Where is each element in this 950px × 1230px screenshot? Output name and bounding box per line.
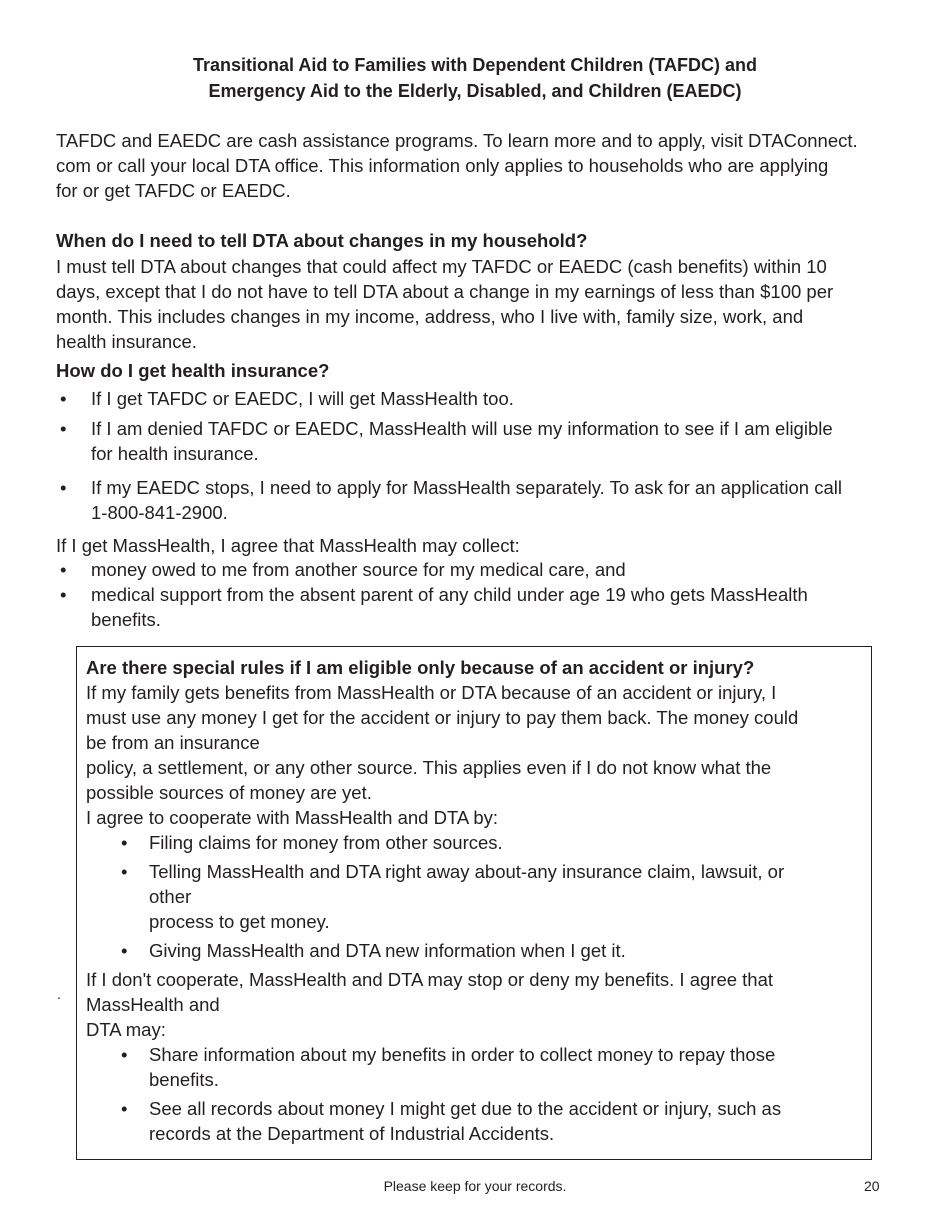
cooperate-intro: I agree to cooperate with MassHealth and DTA by: — [86, 807, 499, 828]
collect-bullet-1: • money owed to me from another source for my medical care, and — [60, 559, 626, 580]
accident-rules-box — [76, 646, 872, 1160]
bullet-mark: • — [121, 832, 128, 853]
health-bullet-3: • If my EAEDC stops, I need to apply for MassHealth separately. To ask for an application call 1-800-841-2900. — [60, 477, 842, 523]
health-insurance-heading: How do I get health insurance? — [56, 360, 330, 381]
bullet-mark: • — [60, 584, 67, 605]
title-line-2: Emergency Aid to the Elderly, Disabled, and Children (EAEDC) — [208, 81, 742, 101]
intro-paragraph: TAFDC and EAEDC are cash assistance programs. To learn more and to apply, visit DTAConnect. com or call your local DTA office. This information only applies to households who are applying for or get TAFDC or EAEDC. — [56, 130, 858, 201]
bullet-mark: • — [60, 559, 67, 580]
page-title — [0, 52, 950, 104]
health-bullet-1: • If I get TAFDC or EAEDC, I will get MassHealth too. — [60, 388, 514, 409]
collect-bullet-2: • medical support from the absent parent of any child under age 19 who gets MassHealth benefits. — [60, 584, 808, 630]
bullet-mark: • — [121, 1044, 128, 1065]
cooperate-bullet-3: • Giving MassHealth and DTA new information when I get it. — [121, 940, 626, 961]
bullet-mark: • — [121, 1098, 128, 1119]
accident-paragraph: If my family gets benefits from MassHealth or DTA because of an accident or injury, I must use any money I get for the accident or injury to pay them back. The money could be from an insurance policy, a settlement, or any other source. This applies even if I do not know what the possible sources of money are yet. — [86, 682, 799, 803]
changes-heading: When do I need to tell DTA about changes in my household? — [56, 230, 588, 251]
bullet-mark: • — [121, 861, 128, 882]
page-number: 20 — [864, 1178, 880, 1194]
title-line-1: Transitional Aid to Families with Dependent Children (TAFDC) and — [192, 55, 758, 75]
non-cooperation-paragraph: If I don't cooperate, MassHealth and DTA may stop or deny my benefits. I agree that MassHealth and DTA may: — [86, 969, 774, 1040]
bullet-mark: • — [60, 477, 67, 498]
bullet-mark: • — [60, 418, 67, 439]
stray-period-mark: . — [57, 986, 61, 1002]
dta-may-bullet-2: • See all records about money I might get due to the accident or injury, such as records at the Department of Industrial Accidents. — [121, 1098, 782, 1144]
accident-heading: Are there special rules if I am eligible only because of an accident or injury? — [86, 657, 755, 678]
bullet-mark: • — [121, 940, 128, 961]
dta-may-bullet-1: • Share information about my benefits in order to collect money to repay those benefits. — [121, 1044, 776, 1090]
cooperate-bullet-1: • Filing claims for money from other sources. — [121, 832, 503, 853]
cooperate-bullet-2: • Telling MassHealth and DTA right away about-any insurance claim, lawsuit, or other process to get money. — [121, 861, 785, 932]
footer-note: Please keep for your records. — [383, 1178, 567, 1194]
bullet-mark: • — [60, 388, 67, 409]
health-bullet-2: • If I am denied TAFDC or EAEDC, MassHealth will use my information to see if I am eligible for health insurance. — [60, 418, 833, 464]
changes-paragraph: I must tell DTA about changes that could affect my TAFDC or EAEDC (cash benefits) within 10 days, except that I do not have to tell DTA about a change in my earnings of less than $100 per month. This includes changes in my income, address, who I live with, family size, work, and health insurance. — [56, 256, 834, 352]
collect-intro: If I get MassHealth, I agree that MassHealth may collect: — [56, 535, 520, 556]
